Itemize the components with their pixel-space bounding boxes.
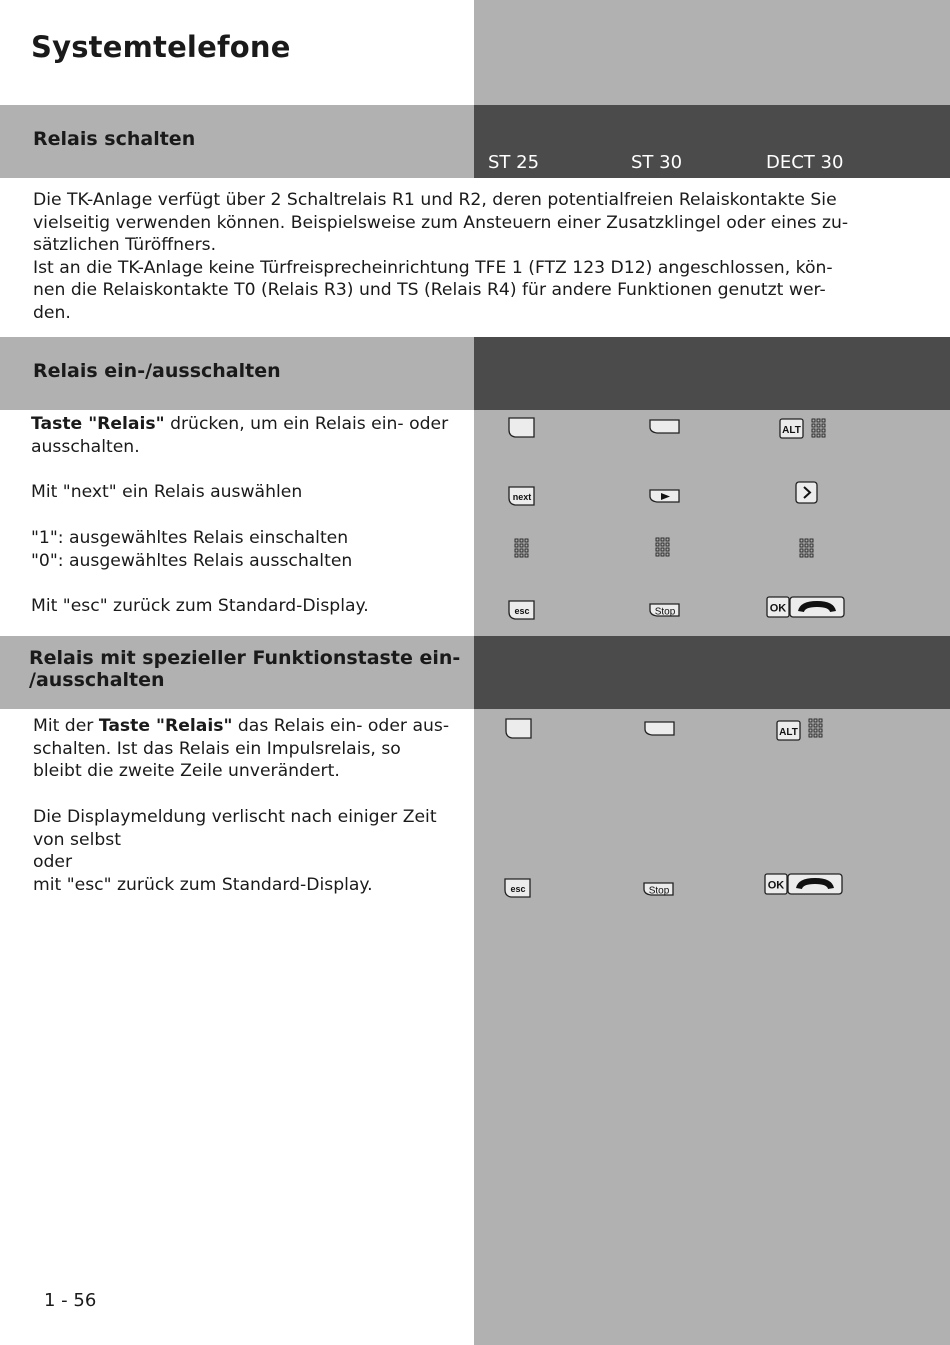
st30-function-key-icon <box>648 418 682 436</box>
alt-key-label: ALT <box>779 727 798 738</box>
stop-key-label: Stop <box>648 885 670 897</box>
st30-arrow-key-icon <box>648 488 682 505</box>
step-esc: Mit "esc" zurück zum Standard-Display. <box>31 596 369 616</box>
step-relais-function-key <box>33 715 473 783</box>
device-header-band <box>474 636 950 709</box>
intro-paragraph: Die TK-Anlage verfügt über 2 Schaltrelais R1 und R2, deren potentialfreien Relaiskontakte Sie vielseitig verwenden können. Beispielsweise zum Ansteuern einer Zusatzklingel oder eines zu- sätzlichen Türöffners. Ist an die TK-Anlage keine Türfreisprecheinrichtung TFE 1 (FTZ 123 D12) angeschlossen, kön- nen die Relaiskontakte T0 (Relais R3) und TS (Relais R4) für andere Funktionen genutzt wer- den. <box>33 190 849 323</box>
step-function-key-text: das Relais ein- oder aus- schalten. Ist das Relais ein Impulsrelais, so bleibt die zweite Zeile unverändert. <box>33 716 450 782</box>
st30-stop-key-icon <box>642 881 676 898</box>
st30-function-key-icon <box>643 720 677 738</box>
st25-esc-key-icon <box>507 599 537 621</box>
column-header-st25: ST 25 <box>488 152 540 173</box>
step-relais-key <box>31 413 471 458</box>
st25-function-key-icon <box>504 717 534 741</box>
dect-keypad-icon <box>811 418 827 440</box>
next-key-label: next <box>512 492 532 502</box>
alt-key-label: ALT <box>782 425 801 436</box>
ok-key-label: OK <box>767 879 785 892</box>
column-header-dect30: DECT 30 <box>766 152 844 173</box>
step-relais-key-bold: Taste "Relais" <box>31 414 165 434</box>
st30-stop-key-icon <box>648 602 682 619</box>
device-header-band <box>474 105 950 178</box>
st30-keypad-icon <box>655 537 671 559</box>
step-display-timeout: Die Displaymeldung verlischt nach einiger Zeit von selbst oder mit "esc" zurück zum Standard-Display. <box>33 807 437 895</box>
dect-ok-key-icon <box>766 596 790 618</box>
section-heading-relais-funktionstaste: Relais mit spezieller Funktionstaste ein- /ausschalten <box>29 647 461 691</box>
page-number: 1 - 56 <box>44 1290 97 1311</box>
st25-function-key-icon <box>507 416 537 440</box>
st25-keypad-icon <box>514 538 530 560</box>
step-function-key-pre: Mit der <box>33 716 99 736</box>
dect-hangup-key-icon <box>789 596 846 618</box>
step-next: Mit "next" ein Relais auswählen <box>31 482 303 502</box>
ok-key-label: OK <box>769 602 787 615</box>
dect-ok-key-icon <box>764 873 788 895</box>
step-function-key-bold: Taste "Relais" <box>98 716 233 736</box>
stop-key-label: Stop <box>654 606 676 618</box>
st25-next-key-icon <box>507 485 537 507</box>
dect-keypad-icon <box>799 538 815 560</box>
dect-hangup-key-icon <box>787 873 844 895</box>
column-header-st30: ST 30 <box>631 152 683 173</box>
page-title: Systemtelefone <box>31 30 291 64</box>
step-relais-key-text: drücken, um ein Relais ein- oder ausschalten. <box>31 414 449 457</box>
dect-right-arrow-key-icon <box>795 481 819 505</box>
device-header-band <box>474 337 950 410</box>
esc-key-label: esc <box>514 606 530 616</box>
esc-key-label: esc <box>510 884 526 894</box>
dect-alt-key-icon <box>779 418 805 440</box>
dect-alt-key-icon <box>776 720 802 742</box>
dect-keypad-icon <box>808 718 824 740</box>
section-heading-relais-ein-aus: Relais ein-/ausschalten <box>33 360 281 382</box>
step-on-off: "1": ausgewähltes Relais einschalten "0": ausgewähltes Relais ausschalten <box>31 528 353 571</box>
st25-esc-key-icon <box>503 877 533 899</box>
section-heading-relais-schalten: Relais schalten <box>33 128 196 150</box>
